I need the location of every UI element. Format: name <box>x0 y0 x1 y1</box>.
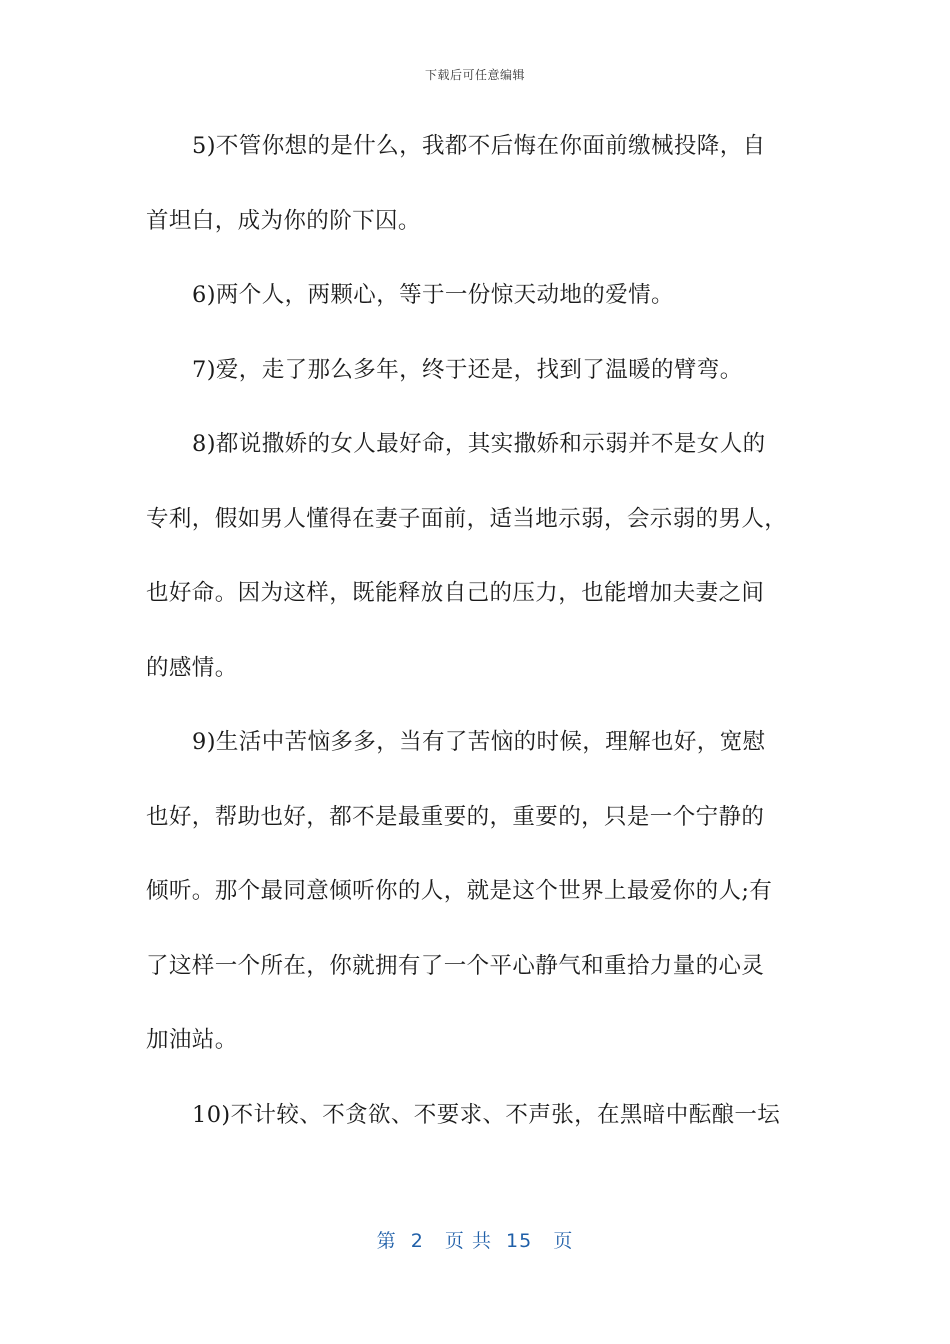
text-line: 的感情。 <box>146 654 238 681</box>
text-line: 7)爱，走了那么多年，终于还是，找到了温暖的臂弯。 <box>192 356 743 383</box>
text-line: 也好，帮助也好，都不是最重要的，重要的，只是一个宁静的 <box>146 803 765 830</box>
text-line: 加油站。 <box>146 1027 238 1053</box>
text-line: 8)都说撒娇的女人最好命，其实撒娇和示弱并不是女人的 <box>192 431 766 457</box>
text-line: 6)两个人，两颗心，等于一份惊天动地的爱情。 <box>192 282 674 308</box>
page-header-note: 下载后可任意编辑 <box>424 68 525 82</box>
text-line: 10)不计较、不贪欲、不要求、不声张，在黑暗中酝酿一坛 <box>192 1101 781 1128</box>
text-line: 5)不管你想的是什么，我都不后悔在你面前缴械投降，自 <box>192 133 766 159</box>
document-body <box>146 126 806 1169</box>
text-line: 也好命。因为这样，既能释放自己的压力，也能增加夫妻之间 <box>146 580 765 606</box>
text-line: 首坦白，成为你的阶下囚。 <box>146 207 421 234</box>
text-line: 了这样一个所在，你就拥有了一个平心静气和重拾力量的心灵 <box>146 952 765 979</box>
page-number-footer: 第 2 页 共 15 页 <box>376 1230 574 1252</box>
text-line: 9)生活中苦恼多多，当有了苦恼的时候，理解也好，宽慰 <box>192 729 766 755</box>
text-line: 倾听。那个最同意倾听你的人，就是这个世界上最爱你的人;有 <box>146 878 773 904</box>
text-line: 专利，假如男人懂得在妻子面前，适当地示弱，会示弱的男人， <box>146 505 788 532</box>
